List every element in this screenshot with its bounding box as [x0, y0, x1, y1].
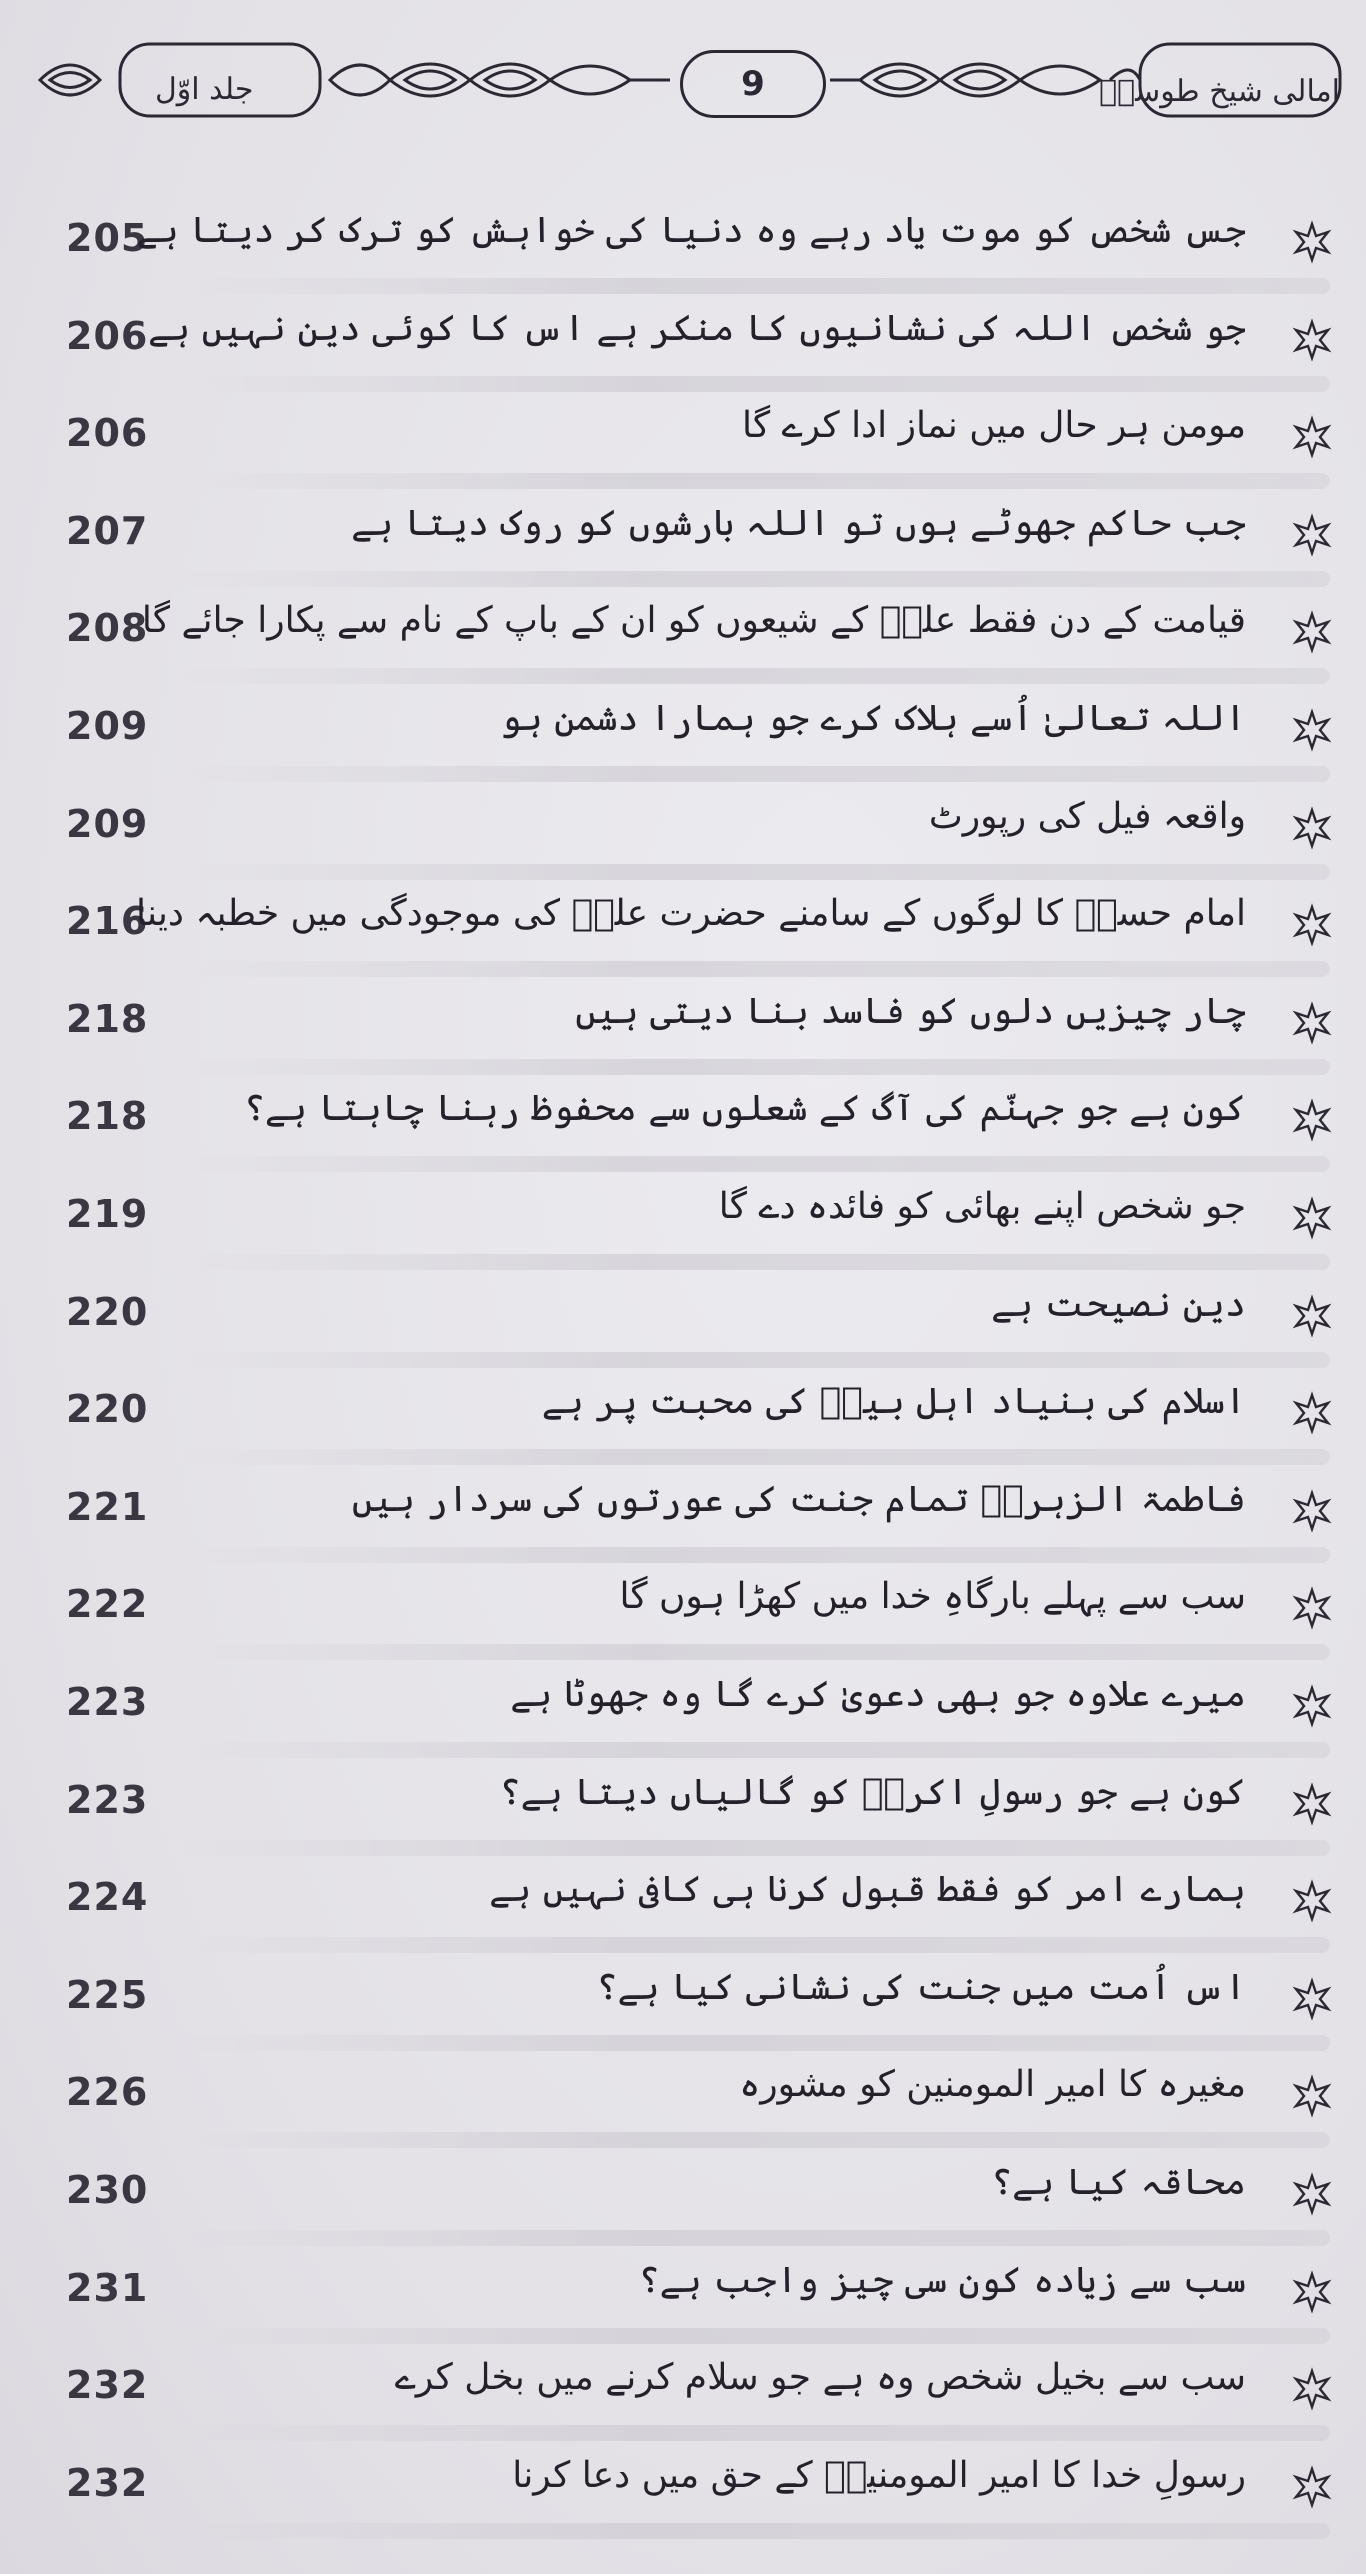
list-item: [0, 2357, 1366, 2463]
entry-title: چار چیزیں دلوں کو فاسد بنا دیتی ہیں: [575, 991, 1246, 1032]
entry-page-number: 223: [66, 1778, 149, 1822]
list-item: [0, 1186, 1366, 1292]
entry-page-number: 231: [66, 2266, 149, 2310]
entry-page-number: 224: [66, 1875, 149, 1919]
star-bullet-icon: [1290, 1684, 1334, 1728]
entry-page-number: 232: [66, 2363, 149, 2407]
bleed-through-line: [180, 1840, 1330, 1856]
bleed-through-line: [180, 2132, 1330, 2148]
star-bullet-icon: [1290, 318, 1334, 362]
entry-page-number: 223: [66, 1680, 149, 1724]
entry-title: مومن ہر حال میں نماز ادا کرے گا: [742, 405, 1246, 446]
entry-title: مغیرہ کا امیر المومنین کو مشورہ: [739, 2064, 1246, 2105]
entry-page-number: 225: [66, 1973, 149, 2017]
entry-title: سب سے پہلے بارگاہِ خدا میں کھڑا ہوں گا: [619, 1576, 1246, 1617]
list-item: [0, 1088, 1366, 1194]
list-item: [0, 210, 1366, 316]
entry-page-number: 220: [66, 1387, 149, 1431]
bleed-through-line: [180, 1547, 1330, 1563]
bleed-through-line: [180, 2523, 1330, 2539]
list-item: [0, 600, 1366, 706]
entry-page-number: 208: [66, 606, 149, 650]
list-item: [0, 1772, 1366, 1878]
list-item: [0, 1576, 1366, 1682]
entry-page-number: 230: [66, 2168, 149, 2212]
entry-title: قیامت کے دن فقط علیؑ کے شیعوں کو ان کے باپ کے نام سے پکارا جائے گا: [141, 600, 1246, 641]
entry-title: فاطمۃ الزہراؑ تمام جنت کی عورتوں کی سردار ہیں: [351, 1479, 1246, 1520]
star-bullet-icon: [1290, 1977, 1334, 2021]
bleed-through-line: [180, 668, 1330, 684]
star-bullet-icon: [1290, 1001, 1334, 1045]
star-bullet-icon: [1290, 415, 1334, 459]
list-item: [0, 796, 1366, 902]
entry-title: اللہ تعالیٰ اُسے ہلاک کرے جو ہمارا دشمن ہو: [500, 698, 1246, 739]
bleed-through-line: [180, 1449, 1330, 1465]
list-item: [0, 1674, 1366, 1780]
entry-page-number: 220: [66, 1290, 149, 1334]
list-item: [0, 2064, 1366, 2170]
entry-page-number: 209: [66, 704, 149, 748]
entry-page-number: 207: [66, 509, 149, 553]
star-bullet-icon: [1290, 1196, 1334, 1240]
star-bullet-icon: [1290, 220, 1334, 264]
bleed-through-line: [180, 376, 1330, 392]
list-item: [0, 1381, 1366, 1487]
entry-page-number: 206: [66, 411, 149, 455]
list-item: [0, 308, 1366, 414]
bleed-through-line: [180, 2035, 1330, 2051]
entry-title: جو شخص اللہ کی نشانیوں کا منکر ہے اس کا کوئی دین نہیں ہے: [148, 308, 1246, 349]
star-bullet-icon: [1290, 610, 1334, 654]
entry-title: جب حاکم جھوٹے ہوں تو اللہ بارشوں کو روک دیتا ہے: [351, 503, 1246, 544]
star-bullet-icon: [1290, 1879, 1334, 1923]
star-bullet-icon: [1290, 513, 1334, 557]
star-bullet-icon: [1290, 1098, 1334, 1142]
entry-page-number: 226: [66, 2070, 149, 2114]
bleed-through-line: [180, 473, 1330, 489]
entry-title: کون ہے جو رسولِ اکرمؐ کو گالیاں دیتا ہے؟: [499, 1772, 1246, 1813]
list-item: [0, 1967, 1366, 2073]
entry-title: کون ہے جو جہنّم کی آگ کے شعلوں سے محفوظ رہنا چاہتا ہے؟: [243, 1088, 1246, 1129]
bleed-through-line: [180, 864, 1330, 880]
bleed-through-line: [180, 2425, 1330, 2441]
list-item: [0, 1479, 1366, 1585]
star-bullet-icon: [1290, 806, 1334, 850]
entry-title: امام حسنؑ کا لوگوں کے سامنے حضرت علیؑ کی موجودگی میں خطبہ دینا: [136, 893, 1246, 934]
entry-title: دین نصیحت ہے: [991, 1284, 1246, 1325]
bleed-through-line: [180, 2230, 1330, 2246]
bleed-through-line: [180, 766, 1330, 782]
star-bullet-icon: [1290, 1391, 1334, 1435]
entry-page-number: 219: [66, 1192, 149, 1236]
bleed-through-line: [180, 1254, 1330, 1270]
entry-page-number: 206: [66, 314, 149, 358]
bleed-through-line: [180, 961, 1330, 977]
bleed-through-line: [180, 1059, 1330, 1075]
entry-title: میرے علاوہ جو بھی دعویٰ کرے گا وہ جھوٹا ہے: [510, 1674, 1246, 1715]
entry-title: اس اُمت میں جنت کی نشانی کیا ہے؟: [596, 1967, 1246, 2008]
list-item: [0, 991, 1366, 1097]
list-item: [0, 1869, 1366, 1975]
entry-title: ہمارے امر کو فقط قبول کرنا ہی کافی نہیں ہے: [489, 1869, 1246, 1910]
list-item: [0, 698, 1366, 804]
star-bullet-icon: [1290, 2465, 1334, 2509]
star-bullet-icon: [1290, 1586, 1334, 1630]
star-bullet-icon: [1290, 2367, 1334, 2411]
bleed-through-line: [180, 278, 1330, 294]
star-bullet-icon: [1290, 1489, 1334, 1533]
entry-title: رسولِ خدا کا امیر المومنینؑ کے حق میں دعا کرنا: [512, 2455, 1246, 2496]
bleed-through-line: [180, 1352, 1330, 1368]
entry-page-number: 221: [66, 1485, 149, 1529]
list-item: [0, 2260, 1366, 2366]
entry-title: سب سے زیادہ کون سی چیز واجب ہے؟: [638, 2260, 1246, 2301]
entry-title: جو شخص اپنے بھائی کو فائدہ دے گا: [718, 1186, 1246, 1227]
entry-title: واقعہ فیل کی رپورٹ: [928, 796, 1246, 837]
book-title: امالی شیخ طوسیؒ: [1099, 74, 1340, 109]
list-item: [0, 1284, 1366, 1390]
entry-title: جس شخص کو موت یاد رہے وہ دنیا کی خواہش کو ترک کر دیتا ہے: [136, 210, 1246, 251]
list-item: [0, 2162, 1366, 2268]
list-item: [0, 503, 1366, 609]
bleed-through-line: [180, 1156, 1330, 1172]
entry-page-number: 205: [66, 216, 149, 260]
entry-page-number: 218: [66, 1094, 149, 1138]
bleed-through-line: [180, 1937, 1330, 1953]
entry-title: محاقہ کیا ہے؟: [991, 2162, 1246, 2203]
list-item: [0, 405, 1366, 511]
star-bullet-icon: [1290, 2270, 1334, 2314]
entry-title: اسلام کی بنیاد اہل بیتؑ کی محبت پر ہے: [541, 1381, 1246, 1422]
bleed-through-line: [180, 2328, 1330, 2344]
star-bullet-icon: [1290, 903, 1334, 947]
entry-title: سب سے بخیل شخص وہ ہے جو سلام کرنے میں بخل کرے: [394, 2357, 1246, 2398]
bleed-through-line: [180, 1742, 1330, 1758]
star-bullet-icon: [1290, 2074, 1334, 2118]
star-bullet-icon: [1290, 708, 1334, 752]
entry-page-number: 232: [66, 2461, 149, 2505]
entry-page-number: 216: [66, 899, 149, 943]
star-bullet-icon: [1290, 1294, 1334, 1338]
volume-label: جلد اوّل: [155, 72, 254, 107]
list-item: [0, 893, 1366, 999]
bleed-through-line: [180, 1644, 1330, 1660]
entry-page-number: 218: [66, 997, 149, 1041]
star-bullet-icon: [1290, 2172, 1334, 2216]
entry-page-number: 209: [66, 802, 149, 846]
entry-page-number: 222: [66, 1582, 149, 1626]
bleed-through-line: [180, 571, 1330, 587]
star-bullet-icon: [1290, 1782, 1334, 1826]
page-number: 9: [680, 50, 826, 118]
list-item: [0, 2455, 1366, 2561]
